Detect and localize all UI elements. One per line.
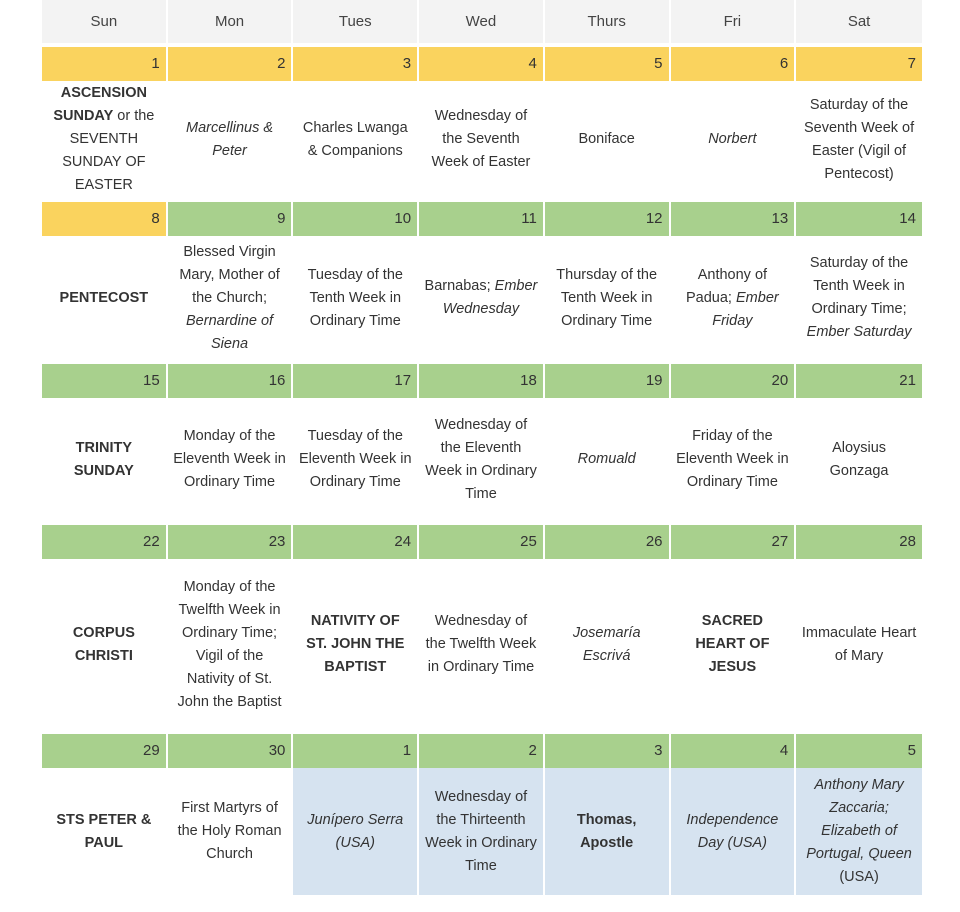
observance-part: Immaculate Heart of Mary xyxy=(801,624,917,664)
date-number: 5 xyxy=(545,47,671,81)
day-cell[interactable] xyxy=(293,768,419,895)
observance-row xyxy=(42,236,922,360)
weekday-header-mon: Mon xyxy=(168,0,294,43)
observance-text xyxy=(47,622,161,668)
day-cell[interactable] xyxy=(796,81,922,198)
day-cell[interactable] xyxy=(545,398,671,521)
weekday-header-sun: Sun xyxy=(42,0,168,43)
day-cell[interactable] xyxy=(545,559,671,730)
day-cell[interactable] xyxy=(545,768,671,895)
observance-part: Ember Friday xyxy=(712,289,779,329)
observance-text xyxy=(550,622,664,668)
observance-text xyxy=(801,94,917,186)
observance-part: Tuesday of the Tenth Week in Ordinary Time xyxy=(307,266,403,329)
observance-part: Anthony Mary Zaccaria; Elizabeth of Portugal, Queen xyxy=(806,777,912,862)
day-cell[interactable] xyxy=(671,81,797,198)
observance-part: Junípero Serra (USA) xyxy=(307,811,404,851)
observance-text xyxy=(801,622,917,668)
observance-text xyxy=(173,241,287,356)
date-number: 4 xyxy=(671,734,797,768)
observance-text xyxy=(424,610,538,679)
day-cell[interactable] xyxy=(419,398,545,521)
date-number: 19 xyxy=(545,364,671,398)
observance-text xyxy=(550,264,664,333)
date-number: 17 xyxy=(293,364,419,398)
day-cell[interactable] xyxy=(671,768,797,895)
date-number-row xyxy=(42,364,922,398)
observance-part: Wednesday of the Thirteenth Week in Ordinary Time xyxy=(425,788,537,874)
observance-text xyxy=(801,437,917,483)
weekday-header-fri: Fri xyxy=(671,0,797,43)
observance-part: Friday of the Eleventh Week in Ordinary Time xyxy=(676,428,789,490)
date-number-row xyxy=(42,47,922,81)
observance-part: Josemaría Escrivá xyxy=(572,624,641,664)
day-cell[interactable] xyxy=(671,559,797,730)
day-cell[interactable] xyxy=(42,768,168,895)
observance-part: TRINITY SUNDAY xyxy=(73,439,134,479)
day-cell[interactable] xyxy=(293,559,419,730)
day-cell[interactable] xyxy=(293,398,419,521)
date-number: 3 xyxy=(293,47,419,81)
observance-part: (USA) xyxy=(839,869,879,885)
day-cell[interactable] xyxy=(293,236,419,360)
observance-part: Charles Lwanga & Companions xyxy=(302,119,408,159)
day-cell[interactable] xyxy=(168,81,294,198)
observance-part: Blessed Virgin Mary, Mother of the Church; xyxy=(179,243,280,306)
date-number: 8 xyxy=(42,202,168,236)
day-cell[interactable] xyxy=(42,236,168,360)
date-number: 25 xyxy=(419,525,545,559)
weekday-header-sat: Sat xyxy=(847,13,871,30)
day-cell[interactable] xyxy=(419,559,545,730)
observance-text xyxy=(47,809,161,855)
day-cell[interactable] xyxy=(671,236,797,360)
date-number: 21 xyxy=(796,364,922,398)
observance-text xyxy=(578,448,636,471)
date-number: 1 xyxy=(293,734,419,768)
day-cell[interactable] xyxy=(419,236,545,360)
date-number-row xyxy=(42,525,922,559)
observance-row xyxy=(42,398,922,521)
date-number: 5 xyxy=(796,734,922,768)
date-number: 30 xyxy=(168,734,294,768)
observance-text xyxy=(298,117,412,163)
observance-part: Aloysius Gonzaga xyxy=(829,439,889,479)
observance-text xyxy=(173,797,287,866)
date-number: 18 xyxy=(419,364,545,398)
observance-text xyxy=(47,82,161,197)
observance-text xyxy=(298,809,412,855)
observance-part: Anthony of Padua; xyxy=(686,266,768,306)
weekday-header-tues: Tues xyxy=(293,0,419,43)
day-cell[interactable] xyxy=(293,81,419,198)
day-cell[interactable] xyxy=(545,81,671,198)
observance-part: ASCENSION SUNDAY xyxy=(53,85,147,124)
observance-text xyxy=(298,264,412,333)
observance-text xyxy=(424,414,538,506)
observance-text xyxy=(801,252,917,344)
day-cell[interactable] xyxy=(419,768,545,895)
observance-text xyxy=(550,809,664,855)
observance-part: Boniface xyxy=(578,131,635,147)
day-cell[interactable] xyxy=(168,559,294,730)
date-number: 20 xyxy=(671,364,797,398)
date-number: 16 xyxy=(168,364,294,398)
date-number: 6 xyxy=(671,47,797,81)
observance-part: Ember Saturday xyxy=(806,324,912,340)
date-number: 26 xyxy=(545,525,671,559)
calendar-weeks xyxy=(42,43,922,895)
observance-part: SACRED HEART OF JESUS xyxy=(695,613,770,675)
date-number: 3 xyxy=(545,734,671,768)
week-row xyxy=(42,198,922,360)
observance-text xyxy=(424,786,538,878)
day-cell[interactable] xyxy=(168,236,294,360)
date-number: 28 xyxy=(796,525,922,559)
observance-part: SEVENTH SUNDAY OF EASTER xyxy=(62,131,146,193)
week-row xyxy=(42,521,922,730)
observance-text xyxy=(676,425,790,494)
observance-text xyxy=(173,117,287,163)
observance-part: Norbert xyxy=(708,131,757,147)
observance-text xyxy=(298,610,412,679)
observance-part: Marcellinus & Peter xyxy=(186,119,274,159)
observance-part: Wednesday of the Twelfth Week in Ordinary Time xyxy=(425,613,537,675)
weekday-header-thurs: Thurs xyxy=(545,0,671,43)
day-cell[interactable] xyxy=(796,236,922,360)
observance-part: Wednesday of the Seventh Week of Easter xyxy=(431,108,531,170)
observance-part: STS PETER & PAUL xyxy=(56,811,152,851)
date-number: 2 xyxy=(168,47,294,81)
date-number: 22 xyxy=(42,525,168,559)
observance-text xyxy=(173,576,287,714)
date-number: 7 xyxy=(796,47,922,81)
observance-part: Ember Wednesday xyxy=(442,278,538,317)
observance-text xyxy=(708,128,756,151)
observance-part: Independence Day (USA) xyxy=(686,811,779,851)
day-cell[interactable] xyxy=(42,398,168,521)
weekday-header-row xyxy=(42,0,922,43)
observance-part: Barnabas; xyxy=(424,278,495,294)
observance-part: PENTECOST xyxy=(59,289,149,306)
observance-part: Tuesday of the Eleventh Week in Ordinary Time xyxy=(298,428,412,490)
weekday-header-wed: Wed xyxy=(419,0,545,43)
date-number: 11 xyxy=(419,202,545,236)
observance-text xyxy=(60,287,149,310)
date-number: 29 xyxy=(42,734,168,768)
liturgical-calendar xyxy=(42,0,922,895)
observance-text xyxy=(676,264,790,333)
date-number: 2 xyxy=(419,734,545,768)
week-row xyxy=(42,360,922,521)
day-cell[interactable] xyxy=(419,81,545,198)
day-cell[interactable] xyxy=(42,559,168,730)
observance-text xyxy=(424,105,538,174)
observance-part: Monday of the Twelfth Week in Ordinary Time; Vigil of the Nativity of St. John the Baptist xyxy=(177,578,282,710)
week-row xyxy=(42,730,922,895)
observance-row xyxy=(42,559,922,730)
observance-text xyxy=(47,437,161,483)
date-number: 4 xyxy=(419,47,545,81)
observance-row xyxy=(42,81,922,198)
observance-part: Romuald xyxy=(577,451,636,467)
observance-part: NATIVITY OF ST. JOHN THE BAPTIST xyxy=(306,613,405,675)
observance-text xyxy=(578,128,634,151)
date-number: 27 xyxy=(671,525,797,559)
observance-text xyxy=(801,774,917,889)
observance-text xyxy=(298,425,412,494)
observance-part: Saturday of the Seventh Week of Easter (Vigil of Pentecost) xyxy=(803,96,915,182)
observance-row xyxy=(42,768,922,895)
observance-text xyxy=(676,809,790,855)
observance-part: or the xyxy=(113,108,155,124)
observance-part: Saturday of the Tenth Week in Ordinary Time; xyxy=(809,255,909,317)
day-cell[interactable] xyxy=(545,236,671,360)
observance-part: Monday of the Eleventh Week in Ordinary Time xyxy=(173,428,286,490)
day-cell[interactable] xyxy=(42,81,168,198)
day-cell[interactable] xyxy=(168,398,294,521)
date-number: 24 xyxy=(293,525,419,559)
day-cell[interactable] xyxy=(796,398,922,521)
observance-part: Thursday of the Tenth Week in Ordinary Time xyxy=(556,266,658,329)
date-number: 13 xyxy=(671,202,797,236)
observance-text xyxy=(424,275,538,321)
day-cell[interactable] xyxy=(168,768,294,895)
date-number: 9 xyxy=(168,202,294,236)
date-number: 1 xyxy=(42,47,168,81)
observance-text xyxy=(173,425,287,494)
observance-part: Thomas, Apostle xyxy=(576,811,637,851)
week-row xyxy=(42,43,922,198)
date-number: 10 xyxy=(293,202,419,236)
date-number: 12 xyxy=(545,202,671,236)
day-cell[interactable] xyxy=(671,398,797,521)
date-number: 15 xyxy=(42,364,168,398)
observance-part: Bernardine of Siena xyxy=(186,312,274,352)
date-number: 14 xyxy=(796,202,922,236)
day-cell[interactable] xyxy=(796,559,922,730)
date-number-row xyxy=(42,734,922,768)
observance-part: CORPUS CHRISTI xyxy=(72,624,135,664)
day-cell[interactable] xyxy=(796,768,922,895)
date-number-row xyxy=(42,202,922,236)
observance-part: Wednesday of the Eleventh Week in Ordinary Time xyxy=(425,416,537,502)
observance-part: First Martyrs of the Holy Roman Church xyxy=(177,800,282,862)
date-number: 23 xyxy=(168,525,294,559)
observance-text xyxy=(676,610,790,679)
